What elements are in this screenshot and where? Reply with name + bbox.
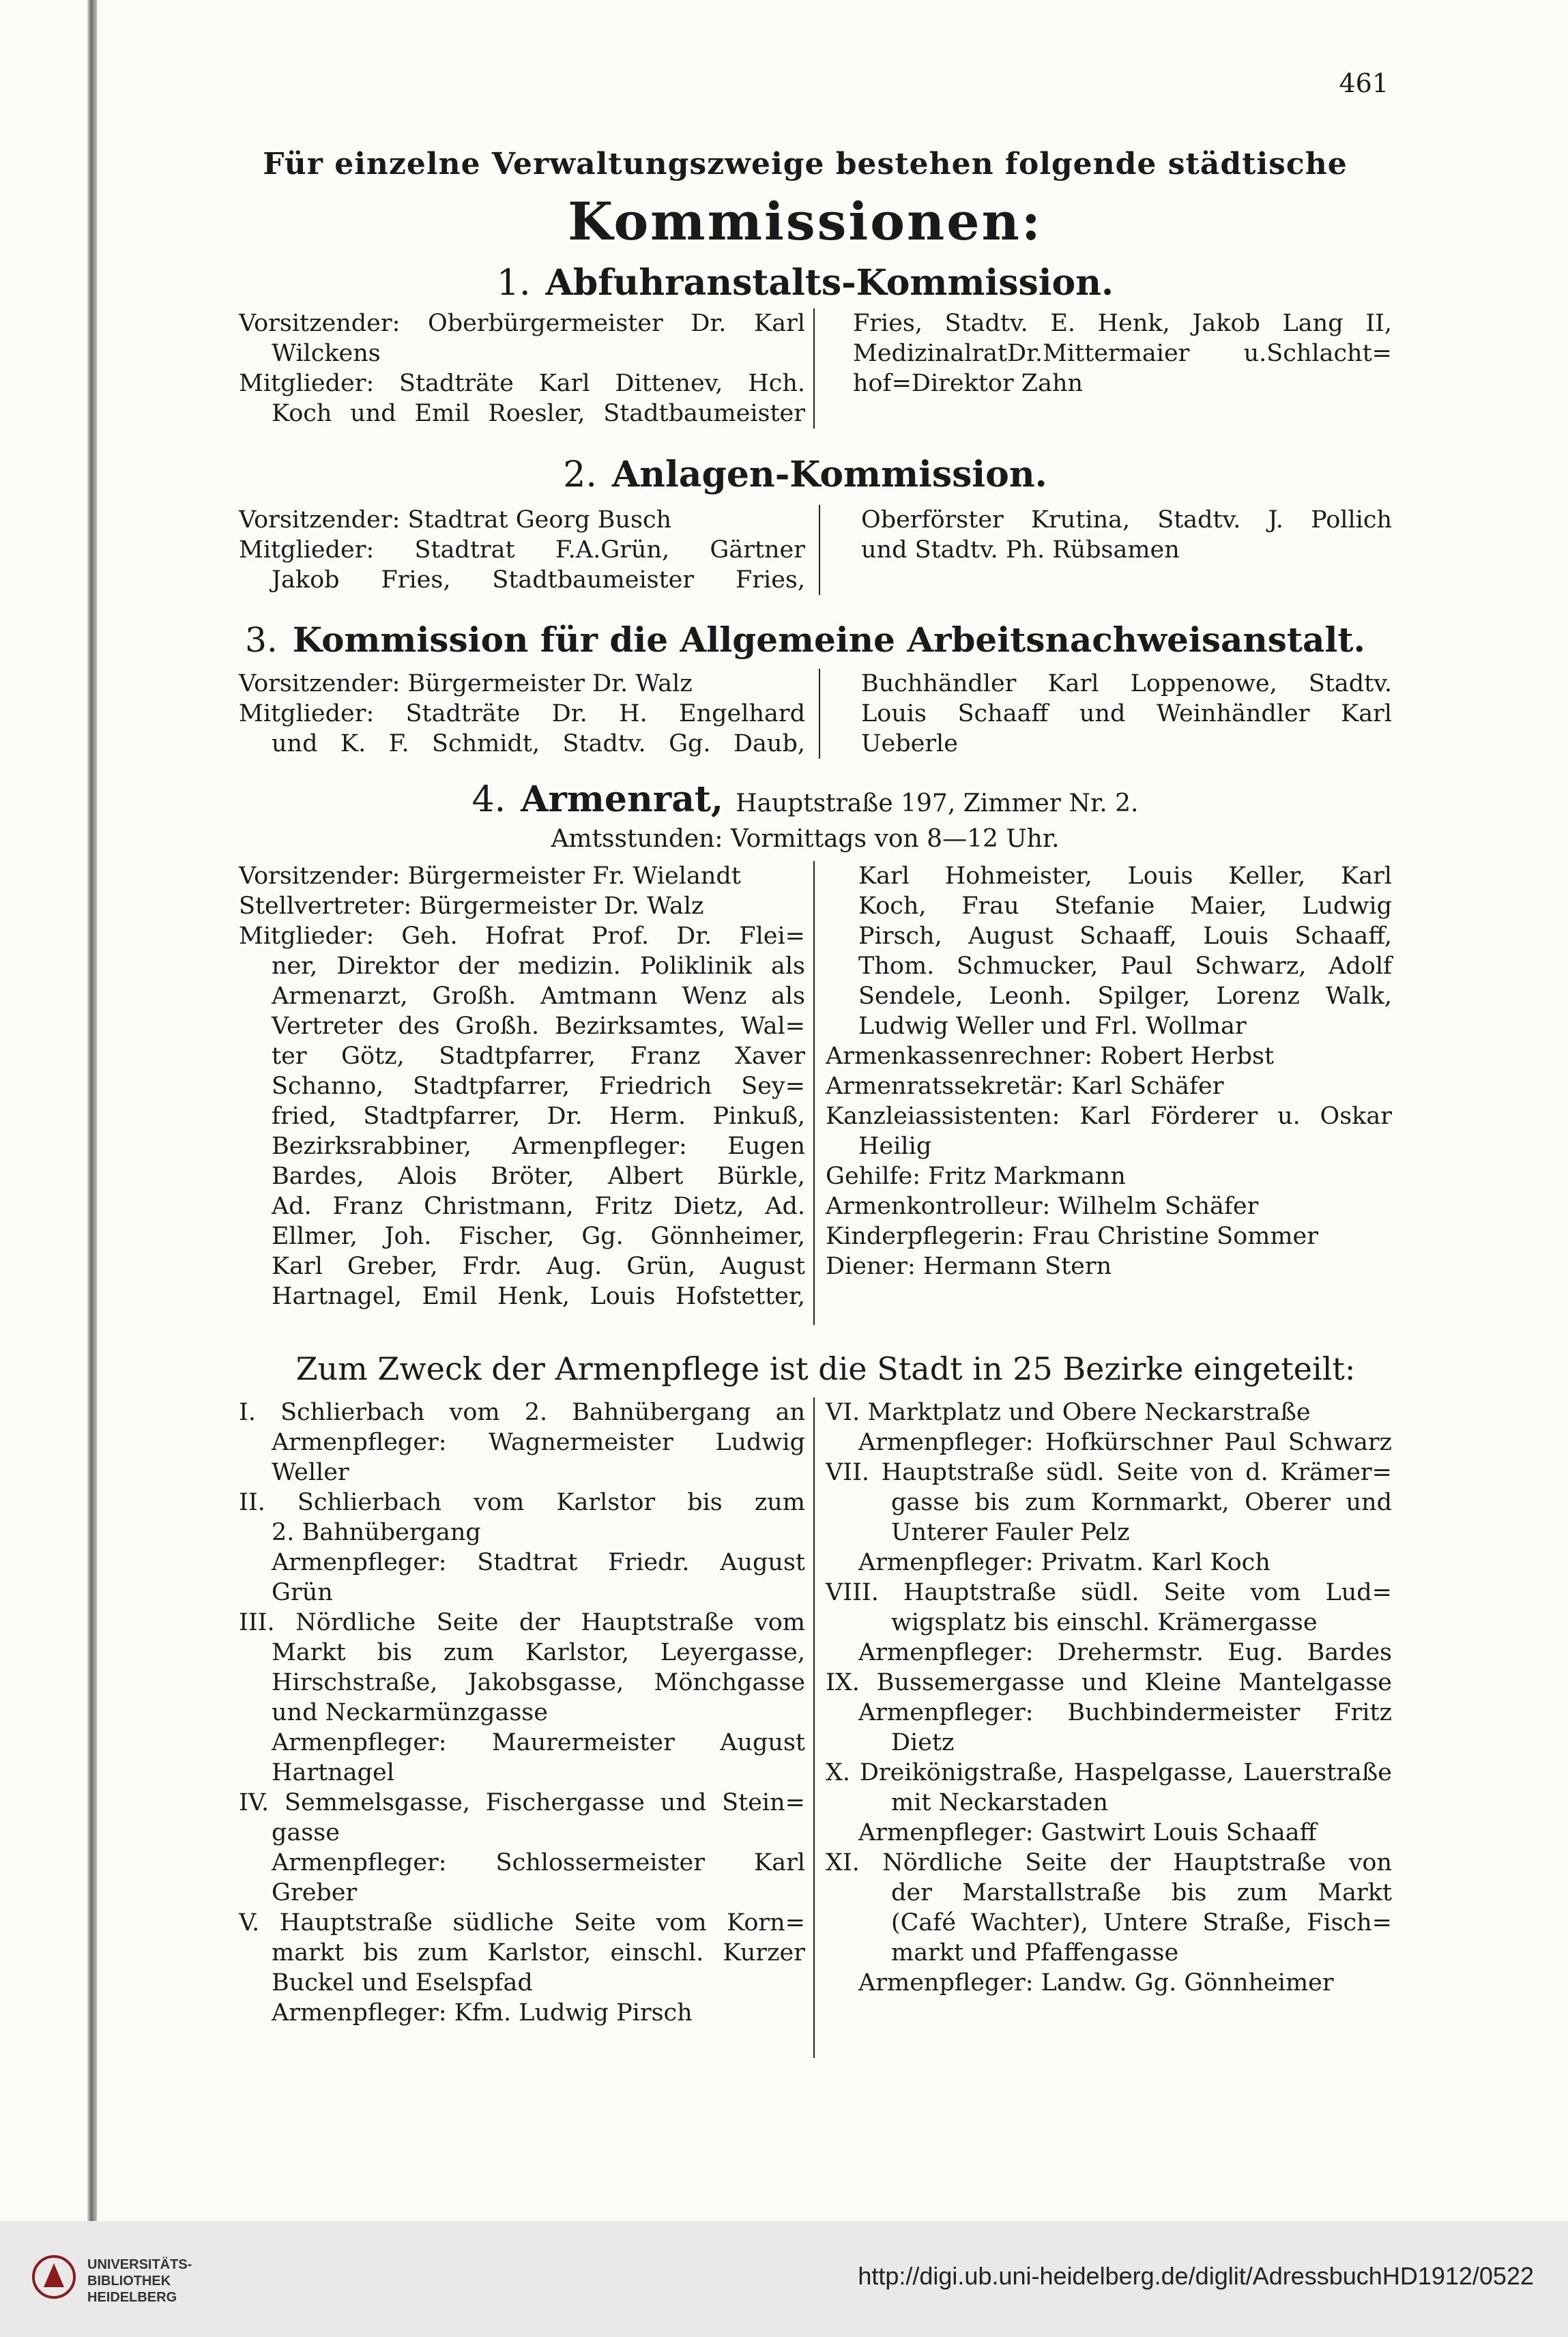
text-line: Buchhändler Karl Loppenowe, Stadtv. bbox=[861, 670, 1392, 697]
text-line: Vertreter des Großh. Bezirksamtes, Wal= bbox=[272, 1013, 805, 1040]
districts-right bbox=[826, 1397, 1392, 1998]
text-line: Koch und Emil Roesler, Stadtbaumeister bbox=[272, 400, 805, 427]
text-line: Armenpfleger: Hofkürschner Paul Schwarz bbox=[858, 1429, 1392, 1456]
section-4-left bbox=[239, 861, 805, 1311]
text-line: Mitglieder: Stadträte Karl Dittenev, Hch. bbox=[239, 370, 805, 397]
section-3-left bbox=[239, 669, 805, 759]
section-subtitle: Hauptstraße 197, Zimmer Nr. 2. bbox=[736, 789, 1139, 817]
section-3-heading bbox=[205, 620, 1406, 661]
text-line: Ellmer, Joh. Fischer, Gg. Gönnheimer, bbox=[272, 1223, 805, 1250]
text-line: Schanno, Stadtpfarrer, Friedrich Sey= bbox=[272, 1073, 805, 1100]
section-number: 3. bbox=[245, 620, 278, 660]
text-line: I. Schlierbach vom 2. Bahnübergang an bbox=[239, 1399, 805, 1426]
viewer-footer bbox=[0, 2221, 1568, 2337]
text-line: Fries, Stadtv. E. Henk, Jakob Lang II, bbox=[853, 310, 1392, 337]
heading-line-1: Für einzelne Verwaltungszweige bestehen folgende städtische bbox=[263, 147, 1348, 182]
text-line: Hartnagel bbox=[272, 1759, 394, 1786]
text-line: VII. Hauptstraße südl. Seite von d. Krämer= bbox=[826, 1459, 1392, 1486]
section-4-heading bbox=[205, 779, 1406, 824]
library-name-line: UNIVERSITÄTS- bbox=[87, 2257, 192, 2272]
source-url-link[interactable]: http://digi.ub.uni-heidelberg.de/diglit/AdressbuchHD1912/0522 bbox=[858, 2262, 1534, 2290]
text-line: Buckel und Eselspfad bbox=[272, 1969, 533, 1997]
text-line: Ueberle bbox=[861, 730, 958, 757]
text-line: markt und Pfaffengasse bbox=[891, 1939, 1179, 1966]
heading-line-2: Kommissionen: bbox=[568, 191, 1043, 252]
text-line: 2. Bahnübergang bbox=[272, 1519, 481, 1546]
text-line: und Neckarmünzgasse bbox=[272, 1699, 548, 1726]
section-title: Armenrat, bbox=[521, 779, 724, 820]
office-hours: Amtsstunden: Vormittags von 8—12 Uhr. bbox=[551, 825, 1060, 853]
text-line: II. Schlierbach vom Karlstor bis zum bbox=[239, 1489, 805, 1516]
section-title: Abfuhranstalts-Kommission. bbox=[545, 262, 1114, 304]
text-line: und Stadtv. Ph. Rübsamen bbox=[861, 536, 1180, 564]
library-seal-icon bbox=[30, 2250, 78, 2304]
text-line: Ludwig Weller und Frl. Wollmar bbox=[858, 1013, 1247, 1040]
column-divider bbox=[813, 1397, 815, 2058]
text-line: Grün bbox=[272, 1579, 333, 1606]
text-line: Armenpfleger: Wagnermeister Ludwig bbox=[272, 1429, 805, 1456]
text-line: Weller bbox=[272, 1459, 349, 1486]
text-line: Heilig bbox=[858, 1133, 932, 1160]
text-line: Vorsitzender: Bürgermeister Dr. Walz bbox=[239, 670, 693, 697]
section-1-left bbox=[239, 308, 805, 429]
book-spine bbox=[87, 0, 97, 2221]
text-line: markt bis zum Karlstor, einschl. Kurzer bbox=[272, 1939, 805, 1966]
text-line: VI. Marktplatz und Obere Neckarstraße bbox=[826, 1399, 1311, 1426]
text-line: Thom. Schmucker, Paul Schwarz, Adolf bbox=[858, 953, 1392, 980]
text-line: Armenpfleger: Buchbindermeister Fritz bbox=[858, 1699, 1392, 1726]
text-line: Armenpfleger: Landw. Gg. Gönnheimer bbox=[858, 1969, 1334, 1997]
text-line: ter Götz, Stadtpfarrer, Franz Xaver bbox=[272, 1043, 805, 1070]
districts-left bbox=[239, 1397, 805, 2028]
column-divider bbox=[819, 505, 820, 595]
text-line: wigsplatz bis einschl. Krämergasse bbox=[891, 1609, 1318, 1636]
text-line: Armenkontrolleur: Wilhelm Schäfer bbox=[826, 1193, 1259, 1220]
text-line: IV. Semmelsgasse, Fischergasse und Stein= bbox=[239, 1789, 805, 1816]
column-divider bbox=[813, 861, 815, 1325]
text-line: Koch, Frau Stefanie Maier, Ludwig bbox=[858, 892, 1392, 920]
section-number: 1. bbox=[496, 263, 531, 304]
section-title: Anlagen-Kommission. bbox=[611, 454, 1047, 495]
text-line: Armenpfleger: Kfm. Ludwig Pirsch bbox=[272, 1999, 693, 2027]
text-line: X. Dreikönigstraße, Haspelgasse, Lauerstraße bbox=[826, 1759, 1392, 1786]
text-line: Hartnagel, Emil Henk, Louis Hofstetter, bbox=[272, 1283, 805, 1310]
page-number: 461 bbox=[1339, 68, 1389, 98]
districts-intro: Zum Zweck der Armenpflege ist die Stadt in 25 Bezirke eingeteilt: bbox=[295, 1350, 1356, 1387]
text-line: mit Neckarstaden bbox=[891, 1789, 1108, 1816]
section-title: Kommission für die Allgemeine Arbeitsnachweisanstalt. bbox=[292, 620, 1365, 660]
section-3-right bbox=[861, 669, 1392, 759]
text-line: Armenkassenrechner: Robert Herbst bbox=[826, 1043, 1275, 1070]
text-line: Bardes, Alois Bröter, Albert Bürkle, bbox=[272, 1163, 805, 1190]
text-line: Bezirksrabbiner, Armenpfleger: Eugen bbox=[272, 1133, 805, 1160]
section-number: 4. bbox=[471, 779, 506, 820]
text-line: und K. F. Schmidt, Stadtv. Gg. Daub, bbox=[272, 730, 805, 757]
text-line: Louis Schaaff und Weinhändler Karl bbox=[861, 700, 1392, 727]
text-line: Diener: Hermann Stern bbox=[826, 1253, 1112, 1280]
text-line: III. Nördliche Seite der Hauptstraße vom bbox=[239, 1609, 805, 1636]
column-divider bbox=[813, 308, 815, 429]
text-line: fried, Stadtpfarrer, Dr. Herm. Pinkuß, bbox=[272, 1103, 805, 1130]
text-line: Vorsitzender: Oberbürgermeister Dr. Karl bbox=[239, 310, 805, 337]
text-line: IX. Bussemergasse und Kleine Mantelgasse bbox=[826, 1669, 1392, 1696]
text-line: Markt bis zum Karlstor, Leyergasse, bbox=[272, 1639, 805, 1666]
text-line: Karl Hohmeister, Louis Keller, Karl bbox=[858, 862, 1392, 890]
text-line: Ad. Franz Christmann, Fritz Dietz, Ad. bbox=[272, 1193, 805, 1220]
text-line: Hirschstraße, Jakobsgasse, Mönchgasse bbox=[272, 1669, 805, 1696]
text-line: Vorsitzender: Stadtrat Georg Busch bbox=[239, 506, 672, 534]
library-logo[interactable] bbox=[87, 2256, 192, 2306]
text-line: Kanzleiassistenten: Karl Förderer u. Oskar bbox=[826, 1103, 1392, 1130]
text-line: MedizinalratDr.Mittermaier u.Schlacht= bbox=[853, 340, 1392, 367]
library-name-line: BIBLIOTHEK bbox=[87, 2274, 171, 2289]
text-line: gasse bis zum Kornmarkt, Oberer und bbox=[891, 1489, 1392, 1516]
text-line: VIII. Hauptstraße südl. Seite vom Lud= bbox=[826, 1579, 1392, 1606]
section-2-heading bbox=[205, 454, 1406, 495]
text-line: Armenpfleger: Maurermeister August bbox=[272, 1729, 805, 1756]
text-line: Gehilfe: Fritz Markmann bbox=[826, 1163, 1126, 1190]
section-1-heading bbox=[205, 263, 1406, 304]
column-divider bbox=[819, 669, 820, 759]
text-line: Mitglieder: Stadträte Dr. H. Engelhard bbox=[239, 700, 805, 727]
text-line: Oberförster Krutina, Stadtv. J. Pollich bbox=[861, 506, 1392, 534]
text-line: (Café Wachter), Untere Straße, Fisch= bbox=[891, 1909, 1392, 1936]
library-name-line: HEIDELBERG bbox=[87, 2290, 177, 2305]
text-line: Mitglieder: Stadtrat F.A.Grün, Gärtner bbox=[239, 536, 805, 564]
text-line: Vorsitzender: Bürgermeister Fr. Wielandt bbox=[239, 862, 741, 890]
text-line: V. Hauptstraße südliche Seite vom Korn= bbox=[239, 1909, 805, 1936]
text-line: der Marstallstraße bis zum Markt bbox=[891, 1879, 1392, 1906]
text-line: Stellvertreter: Bürgermeister Dr. Walz bbox=[239, 892, 704, 920]
text-line: Sendele, Leonh. Spilger, Lorenz Walk, bbox=[858, 983, 1392, 1010]
text-line: Armenratssekretär: Karl Schäfer bbox=[826, 1073, 1224, 1100]
text-line: Karl Greber, Frdr. Aug. Grün, August bbox=[272, 1253, 805, 1280]
section-2-right bbox=[861, 505, 1392, 565]
text-line: XI. Nördliche Seite der Hauptstraße von bbox=[826, 1849, 1392, 1876]
text-line: Armenpfleger: Gastwirt Louis Schaaff bbox=[858, 1819, 1317, 1846]
section-4-right bbox=[826, 861, 1392, 1281]
text-line: Kinderpflegerin: Frau Christine Sommer bbox=[826, 1223, 1318, 1250]
text-line: Dietz bbox=[891, 1729, 955, 1756]
text-line: hof=Direktor Zahn bbox=[853, 370, 1084, 397]
text-line: Unterer Fauler Pelz bbox=[891, 1519, 1130, 1546]
text-line: Jakob Fries, Stadtbaumeister Fries, bbox=[272, 566, 805, 594]
text-line: Armenpfleger: Drehermstr. Eug. Bardes bbox=[858, 1639, 1392, 1666]
section-number: 2. bbox=[563, 454, 597, 495]
text-line: Armenarzt, Großh. Amtmann Wenz als bbox=[272, 983, 805, 1010]
section-1-right bbox=[853, 308, 1392, 398]
text-line: Armenpfleger: Schlossermeister Karl bbox=[272, 1849, 805, 1876]
text-line: Mitglieder: Geh. Hofrat Prof. Dr. Flei= bbox=[239, 923, 805, 950]
text-line: Greber bbox=[272, 1879, 358, 1906]
text-line: ner, Direktor der medizin. Poliklinik als bbox=[272, 953, 805, 980]
section-2-left bbox=[239, 505, 805, 595]
text-line: Armenpfleger: Stadtrat Friedr. August bbox=[272, 1549, 805, 1576]
text-line: gasse bbox=[272, 1819, 340, 1846]
text-line: Wilckens bbox=[272, 340, 381, 367]
text-line: Pirsch, August Schaaff, Louis Schaaff, bbox=[858, 923, 1392, 950]
text-line: Armenpfleger: Privatm. Karl Koch bbox=[858, 1549, 1271, 1576]
